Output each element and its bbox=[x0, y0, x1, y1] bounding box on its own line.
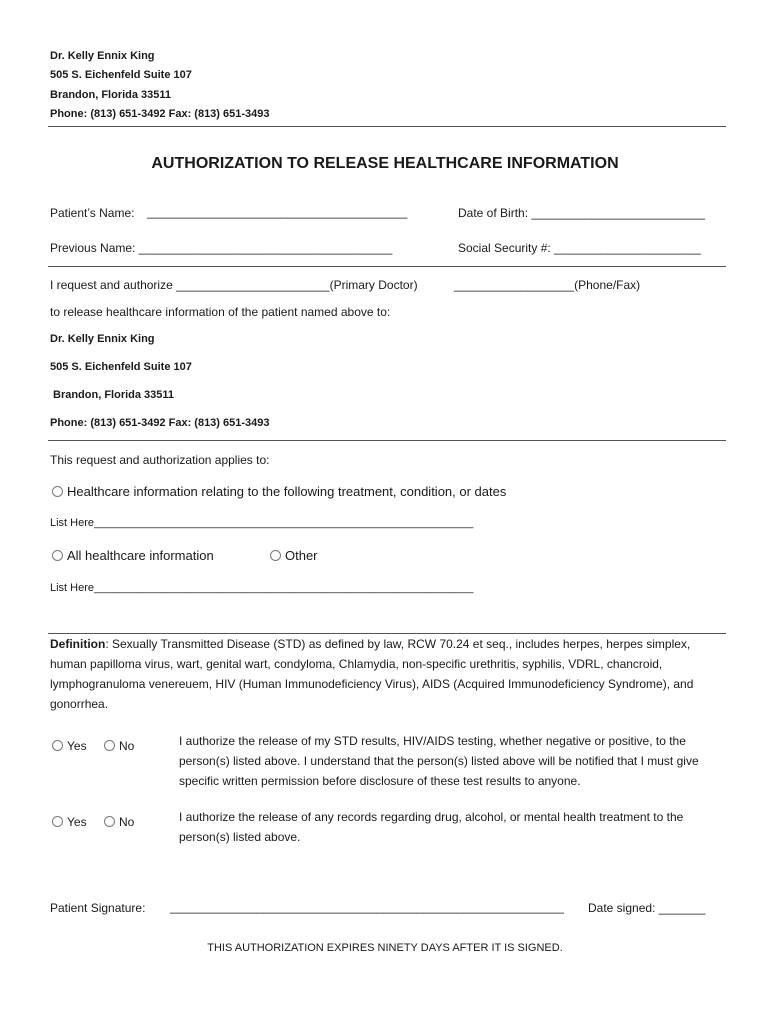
consent-std-no-label: No bbox=[119, 739, 135, 753]
radio-other[interactable] bbox=[270, 550, 281, 561]
option-treatment[interactable] bbox=[52, 484, 506, 499]
recipient-phone: Phone: (813) 651-3492 Fax: (813) 651-3493 bbox=[50, 417, 270, 429]
consent-drug-no[interactable] bbox=[104, 815, 134, 829]
header-divider bbox=[48, 126, 726, 127]
form-title: AUTHORIZATION TO RELEASE HEALTHCARE INFORMATION bbox=[151, 155, 619, 172]
primary-doctor-field[interactable]: I request and authorize _______________________(Primary Doctor) bbox=[50, 278, 418, 292]
phone-fax-field[interactable]: __________________(Phone/Fax) bbox=[454, 278, 641, 292]
option-other[interactable] bbox=[270, 548, 318, 563]
definition-paragraph bbox=[50, 634, 722, 714]
patient-name-field[interactable]: _______________________________________ bbox=[147, 205, 408, 219]
patient-name-label: Patient’s Name: bbox=[50, 206, 135, 220]
date-of-birth-field[interactable]: Date of Birth: __________________________ bbox=[458, 206, 705, 220]
option-treatment-label: Healthcare information relating to the following treatment, condition, or dates bbox=[67, 484, 507, 499]
consent-drug-yes-label: Yes bbox=[67, 815, 87, 829]
list-here-field-1[interactable]: List Here______________________________________________________________ bbox=[50, 517, 474, 529]
applies-intro: This request and authorization applies to: bbox=[50, 453, 270, 467]
header-street: 505 S. Eichenfeld Suite 107 bbox=[50, 69, 192, 81]
release-to-text: to release healthcare information of the patient named above to: bbox=[50, 305, 391, 319]
recipient-street: 505 S. Eichenfeld Suite 107 bbox=[50, 361, 192, 373]
radio-all-info[interactable] bbox=[52, 550, 63, 561]
radio-std-yes[interactable] bbox=[52, 740, 63, 751]
radio-drug-no[interactable] bbox=[104, 816, 115, 827]
header-doctor-name: Dr. Kelly Ennix King bbox=[50, 50, 155, 62]
option-other-label: Other bbox=[285, 548, 318, 563]
expiration-notice: THIS AUTHORIZATION EXPIRES NINETY DAYS AFTER IT IS SIGNED. bbox=[207, 942, 563, 954]
consent-std-text: I authorize the release of my STD results, HIV/AIDS testing, whether negative or positive, to the person(s) listed above. I understand that the person(s) listed above will be notified that I must give specific written permission before disclosure of these test results to anyone. bbox=[179, 734, 699, 788]
option-all-info-label: All healthcare information bbox=[67, 548, 214, 563]
date-signed-field[interactable]: Date signed: _______ bbox=[588, 901, 706, 915]
definition-text: : Sexually Transmitted Disease (STD) as defined by law, RCW 70.24 et seq., includes herpes, herpes simplex, human papilloma virus, wart, genital wart, condyloma, Chlamydia, non-specific urethritis, syphilis, VDRL, chancroid, lymphogranuloma venereuem, HIV (Human Immunodeficiency Virus), AIDS (Acquired Immunodeficiency Syndrome), and gonorrhea. bbox=[50, 637, 694, 711]
previous-name-field[interactable]: Previous Name: ______________________________________ bbox=[50, 241, 393, 255]
consent-drug-text: I authorize the release of any records regarding drug, alcohol, or mental health treatment to the person(s) listed above. bbox=[179, 810, 684, 844]
header-city: Brandon, Florida 33511 bbox=[50, 89, 172, 101]
fields-divider bbox=[48, 266, 726, 267]
list-here-field-2[interactable]: List Here______________________________________________________________ bbox=[50, 582, 474, 594]
radio-std-no[interactable] bbox=[104, 740, 115, 751]
radio-drug-yes[interactable] bbox=[52, 816, 63, 827]
definition-label: Definition bbox=[50, 637, 106, 651]
option-all-info[interactable] bbox=[52, 548, 214, 563]
consent-std-no[interactable] bbox=[104, 739, 134, 753]
radio-treatment[interactable] bbox=[52, 486, 63, 497]
recipient-name: Dr. Kelly Ennix King bbox=[50, 333, 155, 345]
signature-field[interactable]: ___________________________________________________________ bbox=[170, 900, 564, 914]
signature-label: Patient Signature: bbox=[50, 901, 146, 915]
ssn-field[interactable]: Social Security #: ______________________ bbox=[458, 241, 701, 255]
recipient-divider bbox=[48, 440, 726, 441]
recipient-city: Brandon, Florida 33511 bbox=[53, 389, 175, 401]
header-phone: Phone: (813) 651-3492 Fax: (813) 651-3493 bbox=[50, 108, 270, 120]
consent-std-yes-label: Yes bbox=[67, 739, 87, 753]
consent-std-yes[interactable] bbox=[52, 739, 87, 753]
consent-drug-yes[interactable] bbox=[52, 815, 87, 829]
consent-drug-no-label: No bbox=[119, 815, 135, 829]
